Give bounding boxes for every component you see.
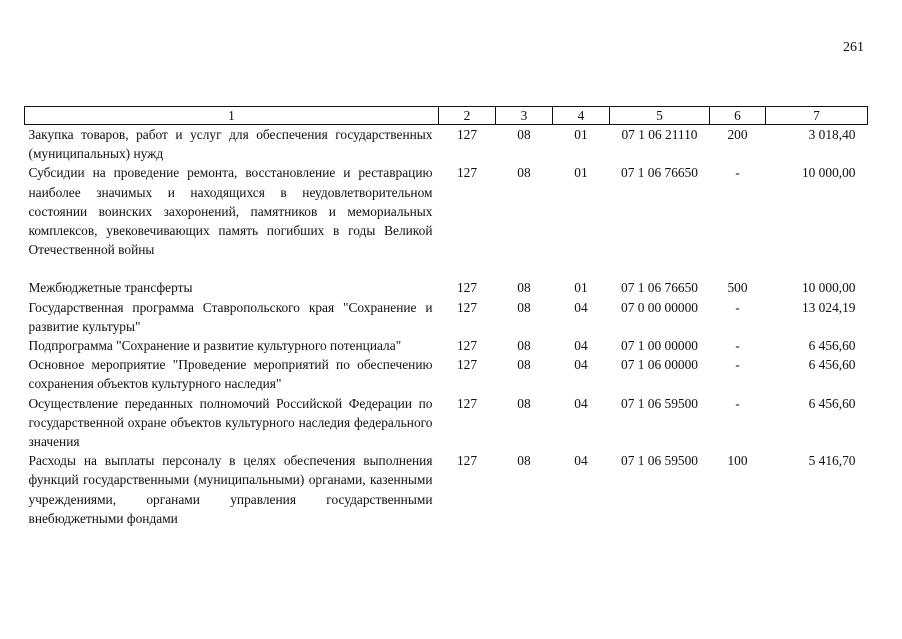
row-col-2: 127 (456, 357, 478, 373)
row-col-4: 01 (574, 280, 588, 296)
row-col-2: 127 (456, 299, 478, 315)
row-col-7: 5 416,70 (808, 453, 856, 469)
row-name: Подпрограмма "Сохранение и развитие культурного потенциала" (28, 338, 402, 354)
row-col-4: 04 (574, 395, 588, 411)
row-col-5: 07 1 06 76650 (621, 280, 698, 296)
page-number: 261 (843, 40, 864, 55)
row-col-3: 08 (517, 127, 531, 142)
row-col-4: 01 (574, 127, 588, 142)
row-name: Субсидии на проведение ремонта, восстановление и реставрацию наиболее значимых и находящихся в неудовлетворительном состоянии воинских захоронений, памятников и мемориальных комплексов, увековечивающих память погибших в годы Великой Отечественной войны (28, 165, 433, 258)
row-col-6: 200 (727, 127, 748, 142)
header-col-3: 3 (496, 107, 553, 125)
row-col-5: 07 1 06 21110 (621, 127, 698, 142)
row-col-2: 127 (456, 338, 478, 354)
row-col-4: 04 (574, 299, 588, 315)
row-col-3: 08 (517, 453, 531, 469)
row-col-7: 3 018,40 (808, 127, 856, 142)
row-col-5: 07 1 00 00000 (621, 338, 698, 354)
row-col-7: 6 456,60 (808, 338, 856, 354)
row-col-5: 07 1 06 59500 (621, 395, 698, 411)
row-col-4: 04 (574, 357, 588, 373)
header-col-5: 5 (610, 107, 710, 125)
header-col-1: 1 (25, 107, 439, 125)
table-row (25, 394, 868, 452)
row-col-7: 6 456,60 (808, 395, 856, 411)
row-col-7: 6 456,60 (808, 357, 856, 373)
table-row (25, 163, 868, 278)
row-col-6: 100 (727, 453, 748, 469)
row-col-4: 01 (574, 165, 588, 181)
table-row (25, 125, 868, 164)
row-name: Осуществление переданных полномочий Российской Федерации по государственной охране объектов культурного наследия федерального значения (28, 395, 433, 450)
row-col-2: 127 (456, 395, 478, 411)
row-col-3: 08 (517, 165, 531, 181)
row-col-5: 07 1 06 00000 (621, 357, 698, 373)
row-name: Расходы на выплаты персоналу в целях обеспечения выполнения функций государственными (муниципальными) органами, казенными учреждениями, органами управления государственными внебюджетными фондами (28, 453, 433, 526)
row-col-2: 127 (456, 280, 478, 296)
row-col-3: 08 (517, 280, 531, 296)
header-col-2: 2 (439, 107, 496, 125)
row-col-6: - (735, 165, 740, 181)
row-col-7: 10 000,00 (801, 280, 856, 296)
row-col-3: 08 (517, 299, 531, 315)
row-name: Государственная программа Ставропольского края "Сохранение и развитие культуры" (28, 299, 433, 334)
header-col-6: 6 (710, 107, 766, 125)
row-col-6: - (735, 395, 740, 411)
row-col-3: 08 (517, 338, 531, 354)
row-col-2: 127 (456, 453, 478, 469)
table-row (25, 451, 868, 528)
row-col-7: 10 000,00 (801, 165, 856, 181)
table-row (25, 336, 868, 355)
table-row (25, 278, 868, 297)
budget-table (24, 106, 868, 528)
row-col-4: 04 (574, 453, 588, 469)
row-col-6: - (735, 299, 740, 315)
row-col-2: 127 (456, 165, 478, 181)
row-col-6: - (735, 338, 740, 354)
row-col-4: 04 (574, 338, 588, 354)
table-row (25, 355, 868, 393)
header-col-7: 7 (766, 107, 868, 125)
table-row (25, 298, 868, 336)
row-col-6: 500 (727, 280, 748, 296)
row-col-5: 07 1 06 76650 (621, 165, 698, 181)
header-col-4: 4 (553, 107, 610, 125)
row-col-2: 127 (456, 127, 478, 142)
row-col-3: 08 (517, 395, 531, 411)
row-col-3: 08 (517, 357, 531, 373)
row-name: Закупка товаров, работ и услуг для обеспечения государственных (муниципальных) нужд (28, 127, 433, 162)
row-col-5: 07 1 06 59500 (621, 453, 698, 469)
header-row (25, 107, 868, 125)
row-col-7: 13 024,19 (801, 299, 856, 315)
row-col-5: 07 0 00 00000 (621, 299, 698, 315)
row-name: Основное мероприятие "Проведение мероприятий по обеспечению сохранения объектов культурного наследия" (28, 357, 433, 392)
row-col-6: - (735, 357, 740, 373)
row-name: Межбюджетные трансферты (28, 280, 193, 296)
